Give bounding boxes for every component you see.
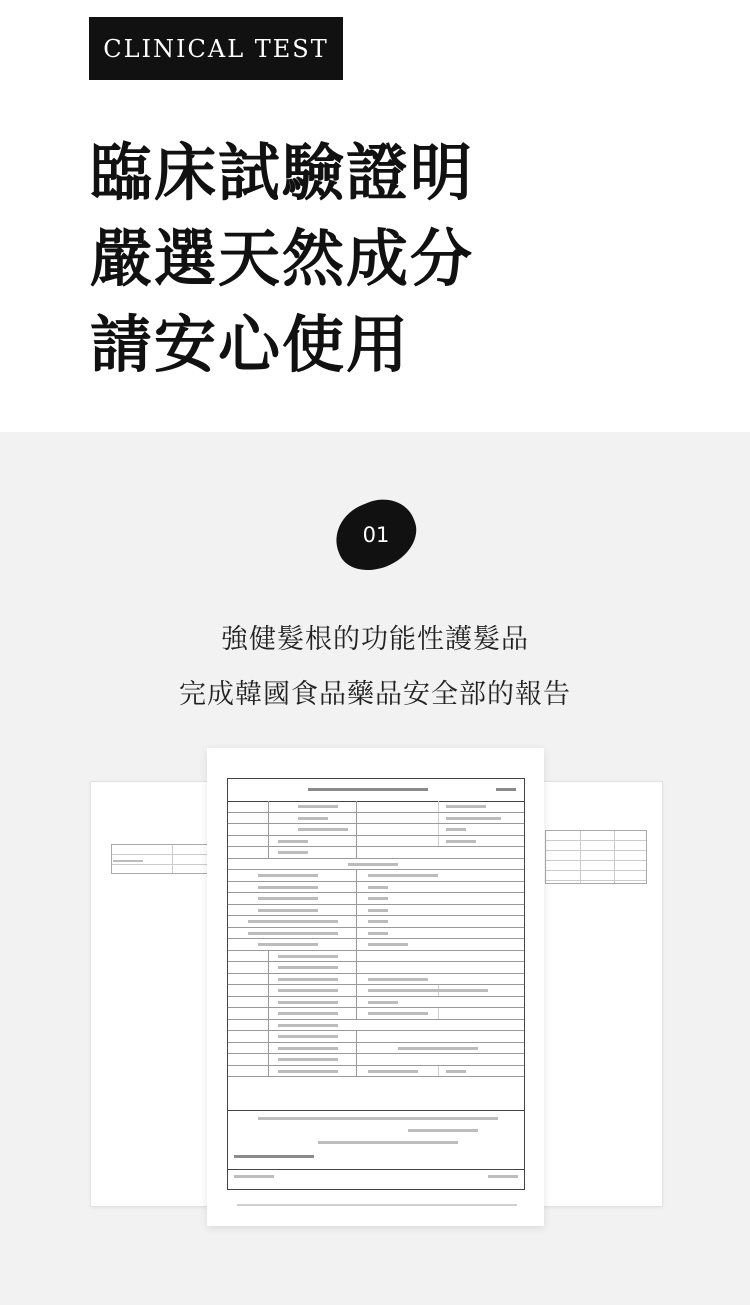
badge-label: CLINICAL TEST <box>103 34 329 63</box>
headline-line-3: 請安心使用 <box>90 308 411 381</box>
headline-line-2: 嚴選天然成分 <box>90 222 475 295</box>
report-document-right <box>540 781 663 1207</box>
subtitle-line-1: 強健髮根的功能性護髮品 <box>221 624 529 655</box>
subtitle-line-2: 完成韓國食品藥品安全部的報告 <box>179 679 571 710</box>
headline-line-1: 臨床試驗證明 <box>90 136 475 209</box>
form-rows <box>228 801 524 1077</box>
report-document-main <box>207 748 544 1226</box>
header-section <box>0 0 750 432</box>
headline <box>90 130 474 388</box>
form-header <box>228 779 524 802</box>
document-table <box>545 830 647 884</box>
document-id-line <box>237 1204 517 1206</box>
report-form <box>227 778 525 1190</box>
report-section <box>0 432 750 1305</box>
form-footer <box>228 1110 524 1189</box>
clinical-test-badge <box>89 17 343 80</box>
section-number: 01 <box>362 523 390 547</box>
